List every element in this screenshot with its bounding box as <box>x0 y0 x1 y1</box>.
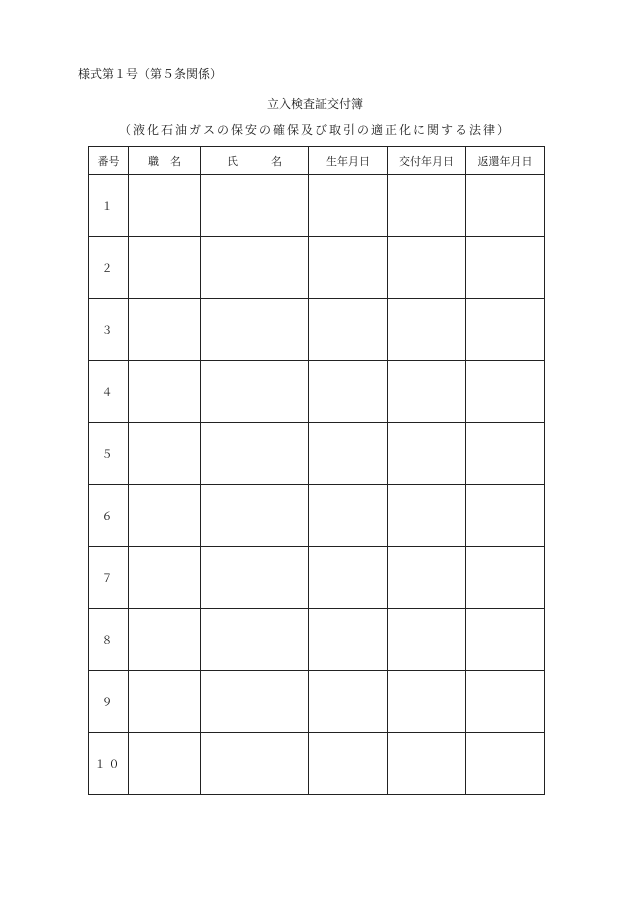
full-name-cell[interactable] <box>201 175 309 237</box>
return-date-cell[interactable] <box>466 423 545 485</box>
birth-date-cell[interactable] <box>309 485 388 547</box>
table-row <box>89 733 545 795</box>
job-title-cell[interactable] <box>129 237 201 299</box>
birth-date-cell[interactable] <box>309 671 388 733</box>
table-row <box>89 609 545 671</box>
header-return-date: 返還年月日 <box>466 147 545 175</box>
table-body <box>89 175 545 795</box>
birth-date-cell[interactable] <box>309 175 388 237</box>
full-name-cell[interactable] <box>201 237 309 299</box>
birth-date-cell[interactable] <box>309 733 388 795</box>
issue-date-cell[interactable] <box>388 733 466 795</box>
header-issue-date: 交付年月日 <box>388 147 466 175</box>
return-date-cell[interactable] <box>466 299 545 361</box>
table-row <box>89 547 545 609</box>
birth-date-cell[interactable] <box>309 361 388 423</box>
row-number: ２ <box>89 237 129 299</box>
job-title-cell[interactable] <box>129 361 201 423</box>
header-job-title: 職 名 <box>129 147 201 175</box>
row-number: ６ <box>89 485 129 547</box>
return-date-cell[interactable] <box>466 671 545 733</box>
row-number: ５ <box>89 423 129 485</box>
row-number: ９ <box>89 671 129 733</box>
job-title-cell[interactable] <box>129 609 201 671</box>
job-title-cell[interactable] <box>129 299 201 361</box>
return-date-cell[interactable] <box>466 485 545 547</box>
row-number: ８ <box>89 609 129 671</box>
header-number: 番号 <box>89 147 129 175</box>
document-subtitle: （液化石油ガスの保安の確保及び取引の適正化に関する法律） <box>118 123 511 137</box>
table-header <box>89 147 545 175</box>
job-title-cell[interactable] <box>129 733 201 795</box>
issue-date-cell[interactable] <box>388 671 466 733</box>
table-row <box>89 361 545 423</box>
return-date-cell[interactable] <box>466 237 545 299</box>
header-row <box>89 147 545 175</box>
full-name-cell[interactable] <box>201 547 309 609</box>
row-number: １０ <box>89 733 129 795</box>
full-name-cell[interactable] <box>201 609 309 671</box>
issue-date-cell[interactable] <box>388 485 466 547</box>
form-number: 様式第１号（第５条関係） <box>78 67 223 81</box>
header-full-name: 氏 名 <box>201 147 309 175</box>
table-row <box>89 237 545 299</box>
birth-date-cell[interactable] <box>309 609 388 671</box>
row-number: ７ <box>89 547 129 609</box>
job-title-cell[interactable] <box>129 423 201 485</box>
table-row <box>89 299 545 361</box>
issue-date-cell[interactable] <box>388 237 466 299</box>
issue-date-cell[interactable] <box>388 609 466 671</box>
row-number: ４ <box>89 361 129 423</box>
birth-date-cell[interactable] <box>309 299 388 361</box>
return-date-cell[interactable] <box>466 175 545 237</box>
birth-date-cell[interactable] <box>309 237 388 299</box>
full-name-cell[interactable] <box>201 423 309 485</box>
return-date-cell[interactable] <box>466 733 545 795</box>
table-row <box>89 423 545 485</box>
full-name-cell[interactable] <box>201 733 309 795</box>
issue-date-cell[interactable] <box>388 423 466 485</box>
return-date-cell[interactable] <box>466 609 545 671</box>
issue-date-cell[interactable] <box>388 175 466 237</box>
return-date-cell[interactable] <box>466 547 545 609</box>
return-date-cell[interactable] <box>466 361 545 423</box>
full-name-cell[interactable] <box>201 299 309 361</box>
register-table <box>88 146 545 795</box>
issue-date-cell[interactable] <box>388 299 466 361</box>
job-title-cell[interactable] <box>129 485 201 547</box>
job-title-cell[interactable] <box>129 671 201 733</box>
issue-date-cell[interactable] <box>388 547 466 609</box>
full-name-cell[interactable] <box>201 361 309 423</box>
full-name-cell[interactable] <box>201 485 309 547</box>
issue-date-cell[interactable] <box>388 361 466 423</box>
birth-date-cell[interactable] <box>309 423 388 485</box>
table-row <box>89 175 545 237</box>
row-number: ３ <box>89 299 129 361</box>
birth-date-cell[interactable] <box>309 547 388 609</box>
full-name-cell[interactable] <box>201 671 309 733</box>
job-title-cell[interactable] <box>129 175 201 237</box>
row-number: １ <box>89 175 129 237</box>
table-row <box>89 671 545 733</box>
table-row <box>89 485 545 547</box>
job-title-cell[interactable] <box>129 547 201 609</box>
document-title: 立入検査証交付簿 <box>266 97 363 111</box>
header-birth-date: 生年月日 <box>309 147 388 175</box>
